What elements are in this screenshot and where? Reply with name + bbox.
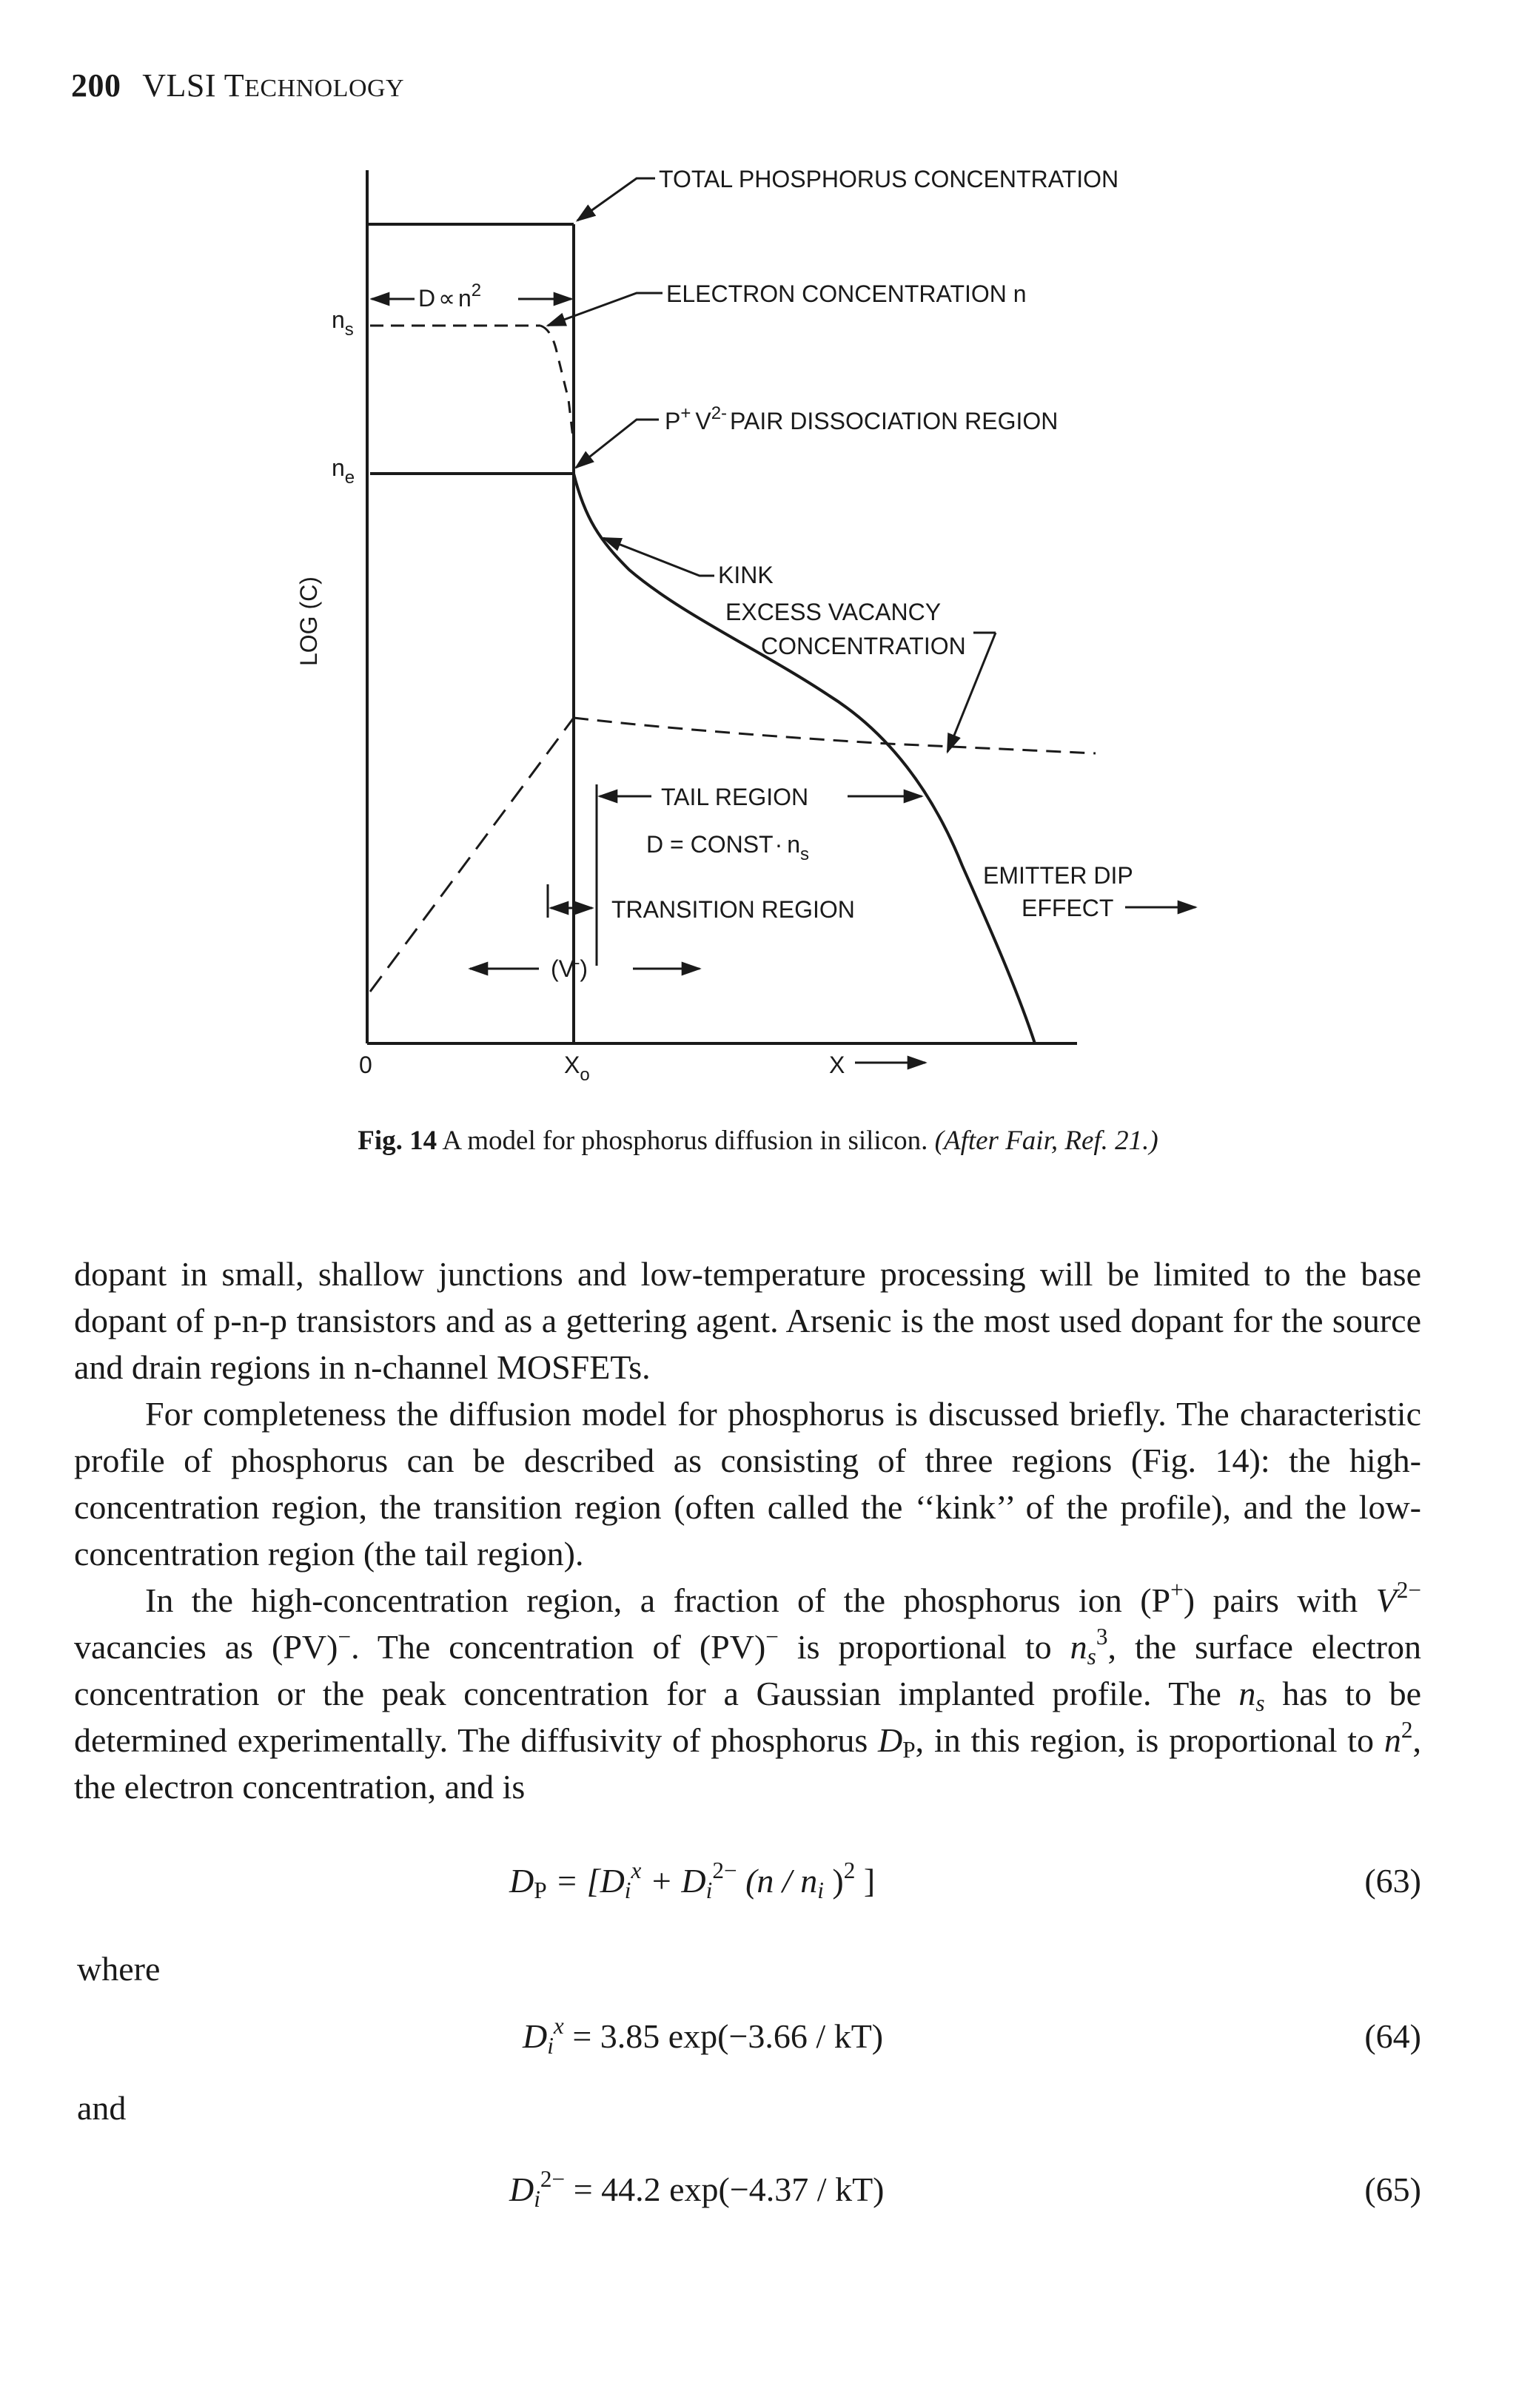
label-excess-vacancy-1: EXCESS VACANCY xyxy=(725,599,942,625)
equation-63-expression: $D_P = [D_i^x + D_i^{2-}$ ($n / n_i$ )$^2$ ] xyxy=(509,1857,876,1903)
figure-number: Fig. 14 xyxy=(358,1126,437,1156)
vminus-dashed xyxy=(370,718,574,992)
page-number: 200 xyxy=(71,67,121,104)
equation-65-expression: $D_i^{2-} = 44.2$ exp(−4.37 / kT) xyxy=(509,2166,885,2212)
leader-kink xyxy=(603,538,714,576)
excess-vacancy-dashed xyxy=(574,718,1096,753)
figure-caption xyxy=(0,1125,1516,1157)
label-emitter-dip-1: EMITTER DIP xyxy=(983,862,1133,889)
label-tail-region: TAIL REGION xyxy=(661,784,809,810)
where-word: where xyxy=(77,1950,161,1988)
x0-label: $X_o$ xyxy=(564,1052,590,1085)
label-emitter-dip-2: EFFECT xyxy=(1022,895,1114,921)
book-title-lead: VLSI T xyxy=(142,67,245,104)
label-ns: $n_s$ xyxy=(332,306,354,340)
phosphorus-diffusion-figure xyxy=(0,0,1516,1110)
electron-curve-dashed xyxy=(540,326,574,444)
label-electron-concentration: ELECTRON CONCENTRATION n xyxy=(666,280,1027,307)
body-text xyxy=(74,1251,1421,1810)
label-vminus: (V-) xyxy=(551,953,588,982)
equation-65-number: (65) xyxy=(1364,2170,1421,2208)
label-pair-dissociation: P+ $V^{2-}$ PAIR DISSOCIATION REGION xyxy=(665,403,1059,434)
caption-credit: (After Fair, Ref. 21.) xyxy=(934,1126,1158,1156)
y-axis-label: LOG (C) xyxy=(295,576,322,666)
and-word: and xyxy=(77,2089,127,2127)
x-axis-label: X xyxy=(829,1052,845,1078)
equation-64-number: (64) xyxy=(1364,2017,1421,2055)
label-transition-region: TRANSITION REGION xyxy=(611,896,855,923)
caption-text: A model for phosphorus diffusion in silicon. xyxy=(437,1126,935,1156)
equation-64-expression: $D_i^x = 3.85$ exp(−3.66 / kT) xyxy=(523,2013,884,2059)
label-total-phosphorus: TOTAL PHOSPHORUS CONCENTRATION xyxy=(659,166,1119,192)
equation-63-number: (63) xyxy=(1364,1862,1421,1900)
leader-pair-dissociation xyxy=(576,420,659,468)
phosphorus-profile-curve xyxy=(574,474,1035,1043)
paragraph-3: In the high-concentration region, a fraction of the phosphorus ion (P+) pairs with $V^{2-}$ vacancies as (PV)−. The concentration of (PV)− is proportional to $n_s^3$, the surface electron concentration or the peak concentration for a Gaussian implanted profile. The $n_s$ has to be determined experimentally. The diffusivity of phosphorus $D_P$, in this region, is proportional to $n^2$, the electron concentration, and is xyxy=(74,1577,1422,1806)
book-title-rest: ECHNOLOGY xyxy=(244,75,405,102)
label-ne: $n_e$ xyxy=(332,454,355,488)
x-origin-label: 0 xyxy=(359,1052,372,1078)
label-excess-vacancy-2: CONCENTRATION xyxy=(761,633,966,659)
label-d-const: D = CONST· $n_s$ xyxy=(646,831,810,864)
paragraph-2: For completeness the diffusion model for phosphorus is discussed briefly. The characteristic profile of phosphorus can be described as consisting of three regions (Fig. 14): the high-concentration region, the transition region (often called the ‘‘kink’’ of the profile), and the low-concentration region (the tail region). xyxy=(74,1395,1421,1573)
leader-total-phosphorus xyxy=(577,178,655,221)
label-d-propto-n2: $D \propto n^2$ xyxy=(418,280,482,312)
label-kink: KINK xyxy=(718,562,774,588)
paragraph-1: dopant in small, shallow junctions and low-temperature processing will be limited to the base dopant of p-n-p transistors and as a gettering agent. Arsenic is the most used dopant for the source and drain regions in n-channel MOSFETs. xyxy=(74,1255,1421,1386)
